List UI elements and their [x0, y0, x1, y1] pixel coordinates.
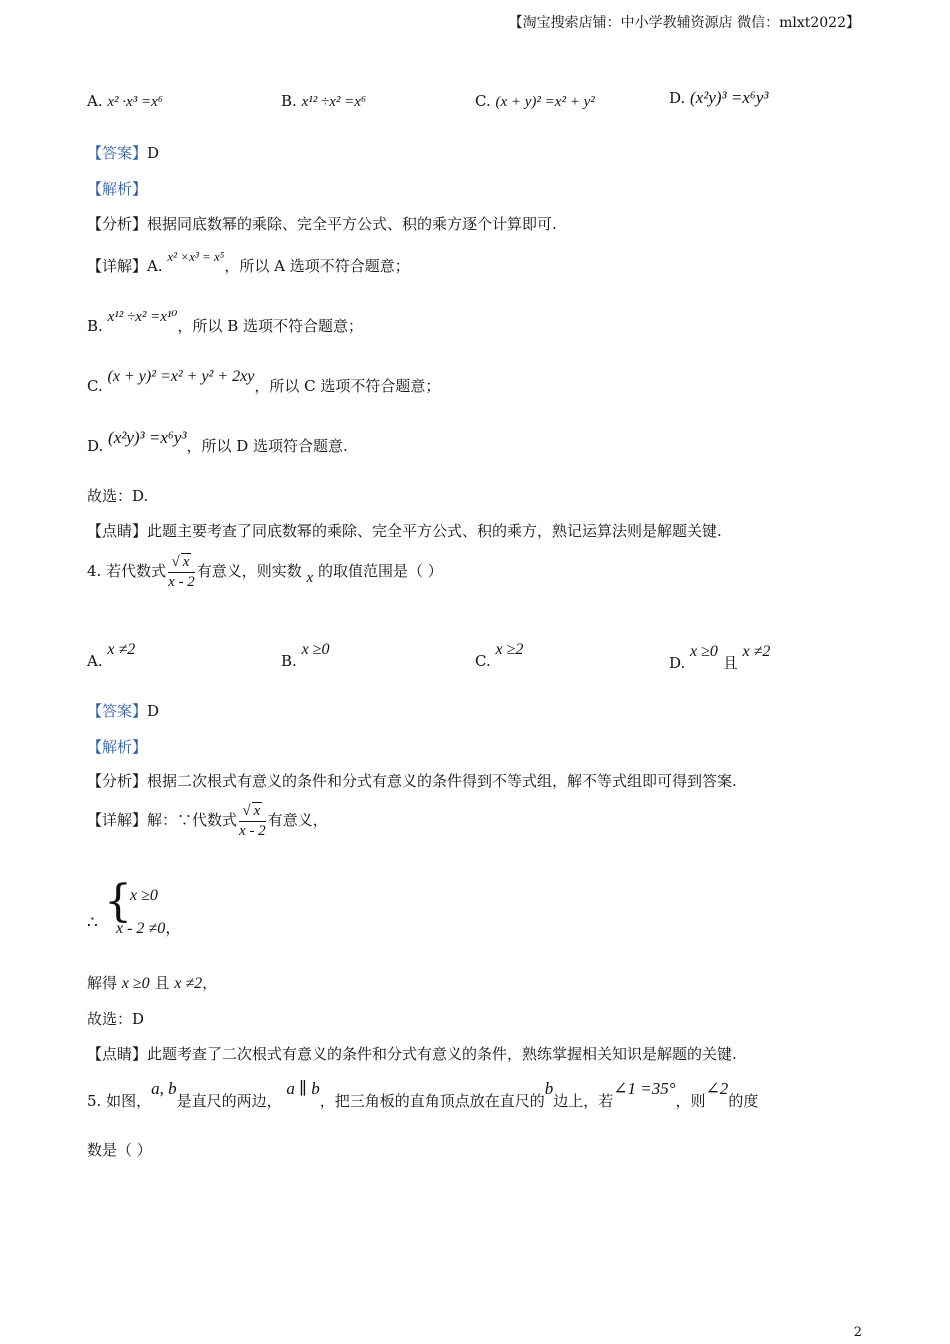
q3-option-d: D. (x²y)³ =x⁶y³ [669, 88, 769, 107]
q4-detail: 【详解】解：∵代数式 $\frac{√ x}{x - 2}$ 有意义， [87, 803, 328, 839]
q3-detail-b: B. x¹² ÷x² =x¹⁰，所以 B 选项不符合题意； [87, 309, 363, 335]
system-brace: { [104, 876, 132, 927]
q3-dianjing: 【点睛】此题主要考查了同底数幂的乘除、完全平方公式、积的乘方，熟记运算法则是解题关键. [87, 522, 722, 540]
q3-detail-d: D. (x²y)³ =x⁶y³，所以 D 选项符合题意. [87, 428, 348, 455]
q3-choose: 故选：D. [87, 487, 149, 505]
q3-fenxi: 【分析】根据同底数幂的乘除、完全平方公式、积的乘方逐个计算即可. [87, 215, 557, 233]
q5-stem-line-1: 5. 如图，a, b是直尺的两边， a ∥ b，把三角板的直角顶点放在直尺的b边上，若∠1 =35°，则∠2的度 [87, 1079, 759, 1110]
q4-fenxi: 【分析】根据二次根式有意义的条件和分式有意义的条件得到不等式组，解不等式组即可得到答案. [87, 772, 737, 790]
q3-detail-a: 【详解】A. x² ×x³ = x⁵，所以 A 选项不符合题意； [87, 249, 410, 275]
q4-answer: 【答案】D [87, 702, 160, 720]
q4-analysis-tag: 【解析】 [87, 738, 148, 756]
q4-stem: 4. 若代数式 $\frac{√ x}{x - 2}$ 有意义，则实数 x 的取值范围是（ ） [87, 554, 443, 590]
q4-choose: 故选：D [87, 1010, 145, 1028]
system-line-1: x ≥0 [130, 887, 158, 904]
q4-option-c: C. x ≥2 [475, 641, 524, 670]
q3-option-b: B. x¹² ÷x² =x⁶ [281, 92, 367, 110]
system-line-2: x - 2 ≠0， [116, 918, 182, 937]
q3-detail-c: C. (x + y)² =x² + y² + 2xy，所以 C 选项不符合题意； [87, 368, 441, 395]
q4-option-d: D. x ≥0 且 x ≠2 [669, 643, 771, 672]
q4-option-b: B. x ≥0 [281, 641, 330, 670]
q4-dianjing: 【点睛】此题考查了二次根式有意义的条件和分式有意义的条件，熟练掌握相关知识是解题的关键. [87, 1045, 737, 1063]
q3-option-a: A. x² ·x³ =x⁶ [87, 92, 163, 110]
page-header: 【淘宝搜索店铺：中小学教辅资源店 微信：mlxt2022】 [508, 15, 860, 31]
q4-detail-fraction: $\frac{√ x}{x - 2}$ [239, 803, 266, 839]
q5-stem-line-2: 数是（ ） [87, 1141, 152, 1159]
q4-fraction: $\frac{√ x}{x - 2}$ [168, 554, 195, 590]
q3-option-c: C. (x + y)² =x² + y² [475, 92, 595, 110]
q4-option-a: A. x ≠2 [87, 641, 136, 670]
therefore-symbol: ∴ [87, 913, 98, 933]
page-number: 2 [853, 1325, 862, 1340]
q4-solve: 解得 x ≥0 且 x ≠2， [87, 974, 218, 992]
q3-answer: 【答案】D [87, 144, 160, 162]
q3-analysis-tag: 【解析】 [87, 180, 148, 198]
